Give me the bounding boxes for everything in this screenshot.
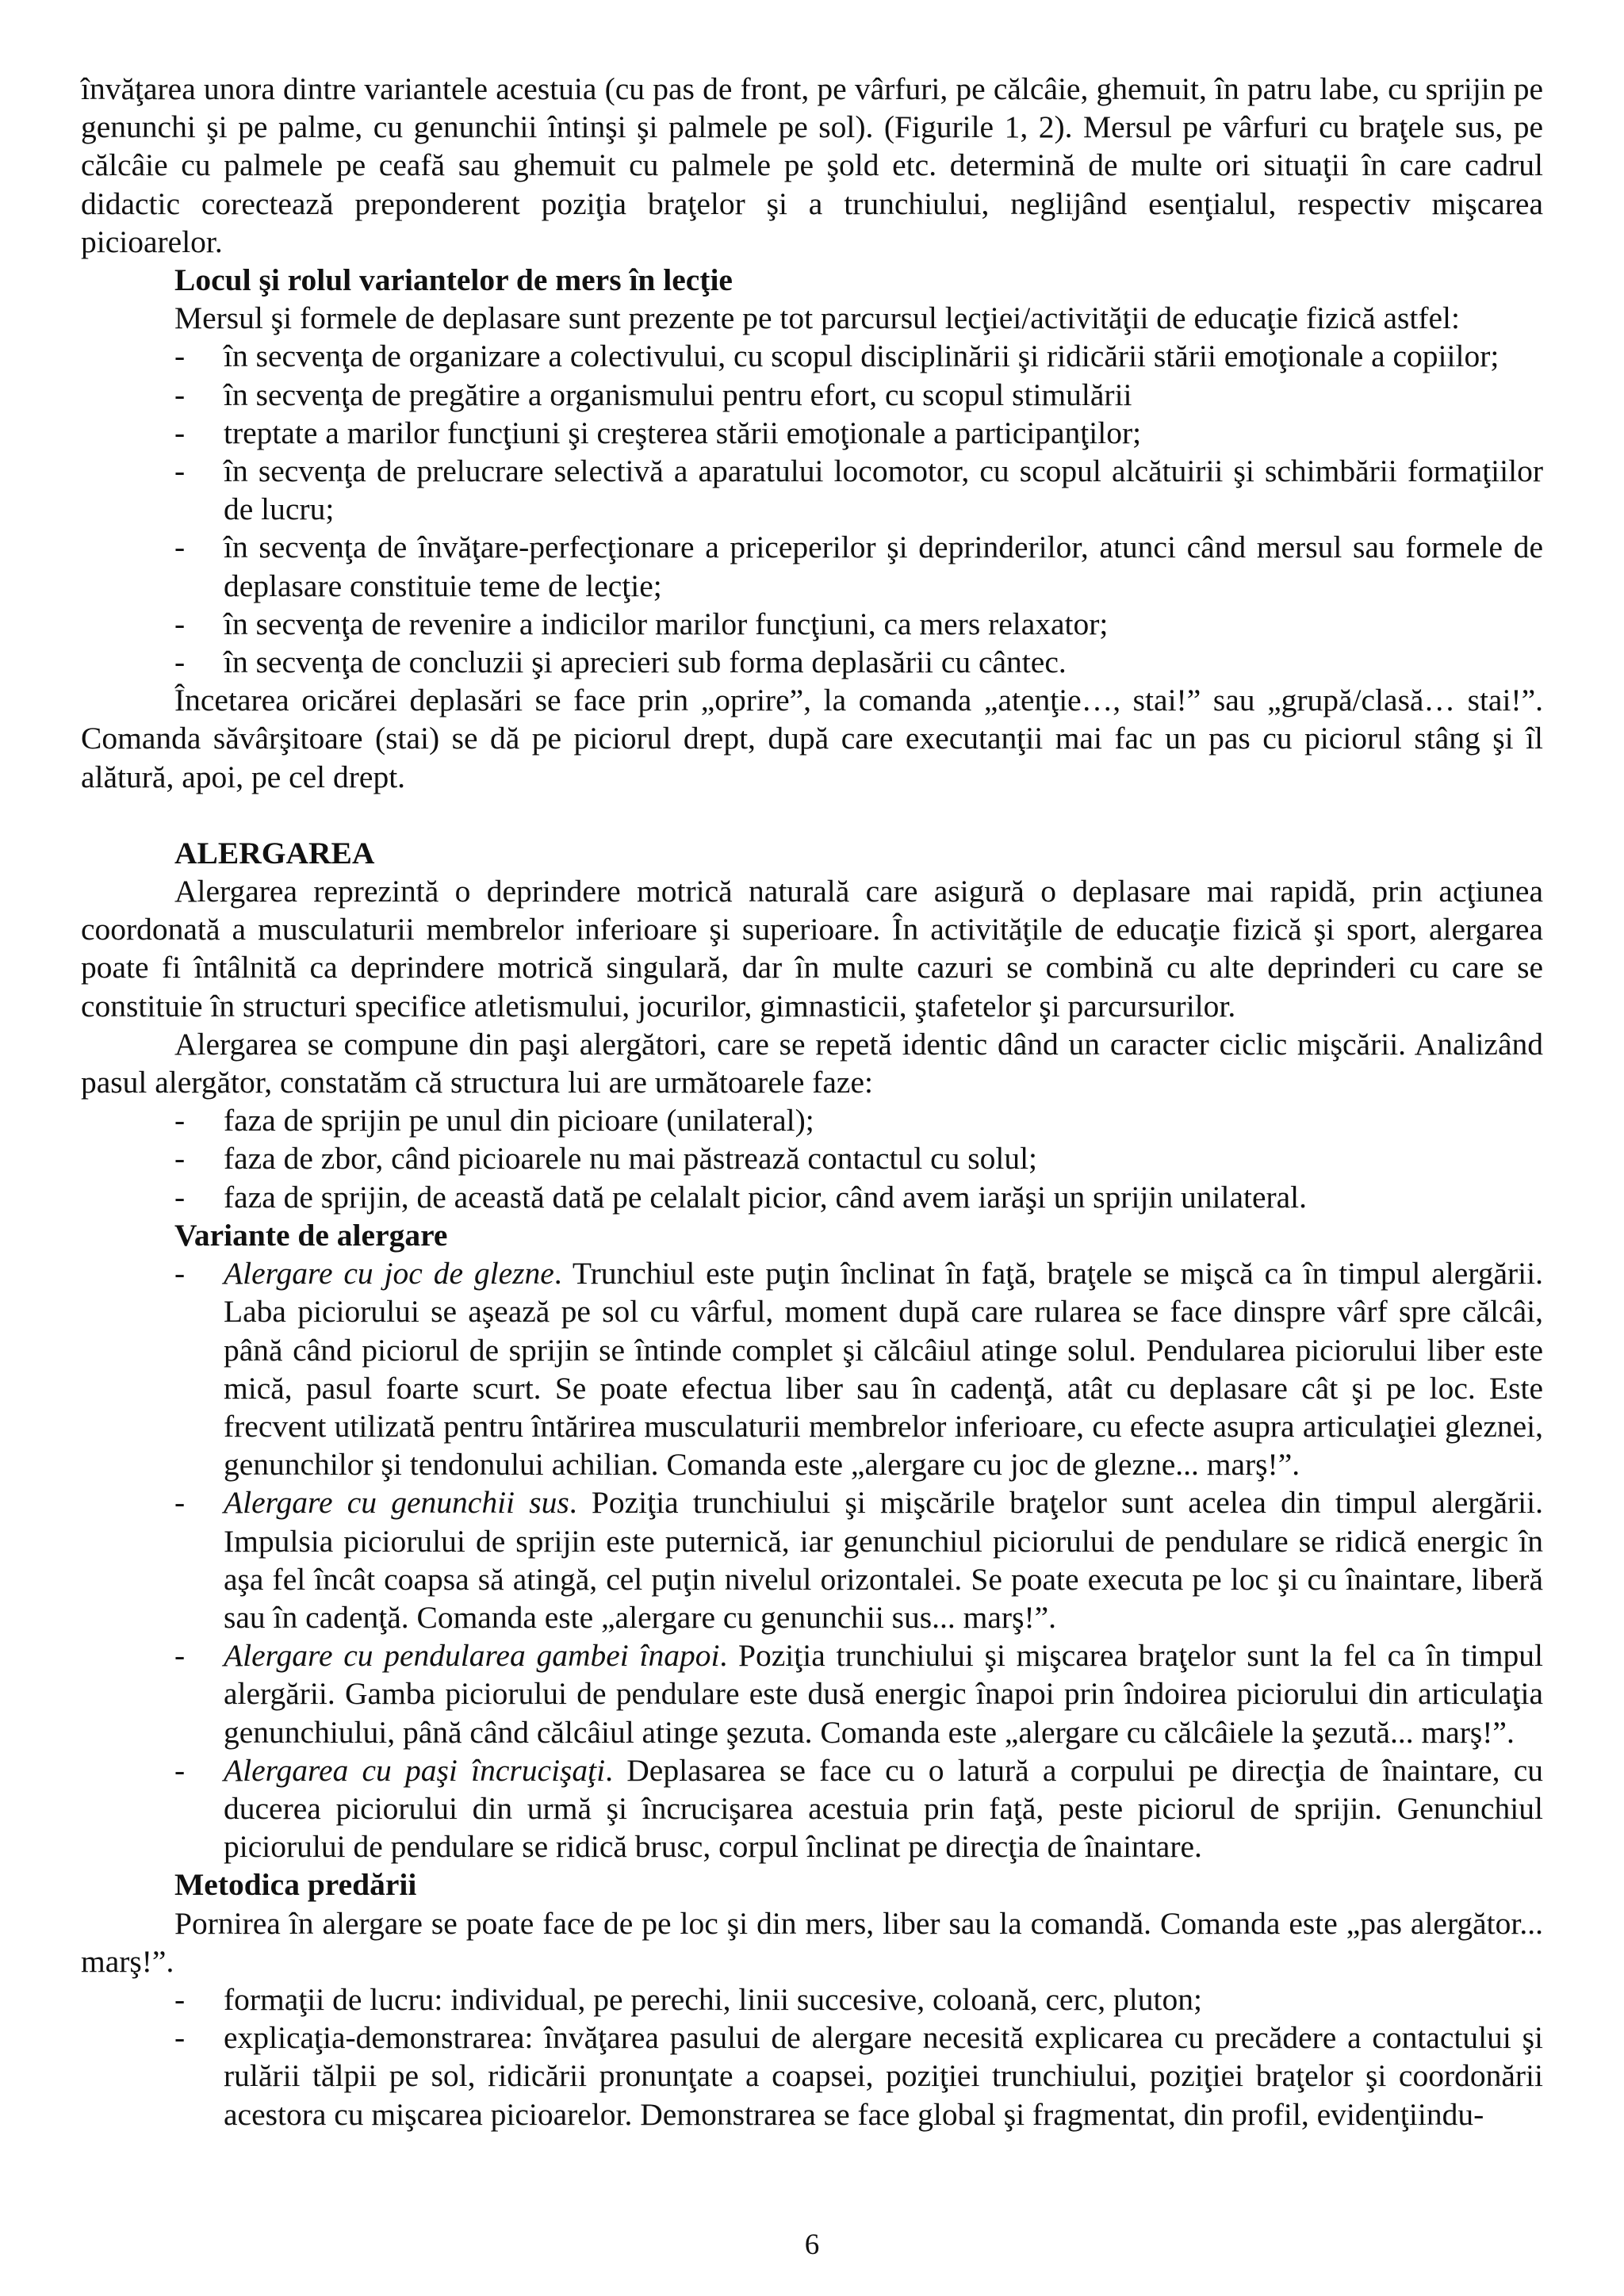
list-item: - în secvenţa de concluzii şi aprecieri sub forma deplasării cu cântec. — [81, 643, 1543, 681]
section-spacer — [81, 796, 1543, 834]
list-dash: - — [174, 1103, 186, 1138]
variant-name: Alergare cu joc de glezne — [224, 1256, 554, 1292]
section-heading-metodica: Metodica predării — [174, 1867, 417, 1903]
list-item: - faza de sprijin pe unul din picioare (unilateral); — [81, 1101, 1543, 1139]
list-dash: - — [174, 530, 186, 565]
list-dash: - — [174, 645, 186, 680]
list-dash: - — [174, 606, 186, 641]
variant-list — [81, 1254, 1543, 1866]
variant-description: . Poziţia trunchiului şi mişcările braţelor sunt acelea din timpul alergării. Impulsia piciorului de sprijin este puternică, iar genunchiul piciorului de pendulare se ridică energic în aşa fel încât coapsa să atingă, cel puţin nivelul orizontalei. Se poate executa pe loc şi cu înaintare, liberă sau în cadenţă. Comanda este „alergare cu genunchii sus... marş!”. — [224, 1485, 1543, 1635]
list-dash: - — [174, 415, 186, 450]
list-dash: - — [174, 339, 186, 374]
list-dash: - — [174, 1256, 186, 1292]
list-dash: - — [174, 377, 186, 412]
intro-paragraph: învăţarea unora dintre variantele acestuia (cu pas de front, pe vârfuri, pe călcâie, ghemuit, în patru labe, cu sprijin pe genunchi şi pe palme, cu genunchii întinşi şi palmele pe sol). (Figurile 1, 2). Mersul pe vârfuri cu braţele sus, pe călcâie cu palmele pe ceafă sau ghemuit cu palmele pe şold etc. determină de multe ori situaţii în care cadrul didactic corectează preponderent poziţia braţelor şi a trunchiului, neglijând esenţialul, respectiv mişcarea picioarelor. — [81, 71, 1543, 259]
variant-description: . Poziţia trunchiului şi mişcarea braţelor sunt la fel ca în timpul alergării. Gamba piciorului de pendulare este dusă energic înapoi prin îndoirea piciorului din articulaţia genunchiului, până când călcâiul atinge şezuta. Comanda este „alergare cu călcâiele la şezută... marş!”. — [224, 1638, 1543, 1750]
phase-list — [81, 1101, 1543, 1216]
variant-description: . Trunchiul este puţin înclinat în faţă, braţele se mişcă ca în timpul alergării. Laba piciorului se aşează pe sol cu vârful, moment după care rularea se face dinspre vârf spre călcâi, până când piciorul de sprijin se întinde complet şi călcâiul atinge solul. Pendularea piciorului liber este mică, pasul foarte scurt. Se poate efectua liber sau în cadenţă, atât cu deplasare cât şi pe loc. Este frecvent utilizată pentru întărirea musculaturii membrelor inferioare, cu efecte asupra articulaţiei gleznei, genunchilor şi tendonului achilian. Comanda este „alergare cu joc de glezne... marş!”. — [224, 1256, 1543, 1483]
section-heading-variante: Variante de alergare — [174, 1217, 448, 1253]
list-dash: - — [174, 1141, 186, 1177]
alergarea-paragraph-2: Alergarea se compune din paşi alergători, care se repetă identic dând un caracter ciclic mişcării. Analizând pasul alergător, constatăm că structura lui are următoarele faze: — [81, 1026, 1543, 1100]
list-dash: - — [174, 1981, 186, 2017]
list-item: - în secvenţa de pregătire a organismului pentru efort, cu scopul stimulării — [81, 376, 1543, 414]
section-heading-rol-mers: Locul şi rolul variantelor de mers în lecţie — [174, 262, 733, 298]
list-dash: - — [174, 1179, 186, 1215]
list-item: - explicaţia-demonstrarea: învăţarea pasului de alergare necesită explicarea cu precădere a contactului şi rulării tălpii pe sol, ridicării pronunţate a coapsei, poziţiei trunchiului, poziţiei braţelor şi coordonării acestora cu mişcarea picioarelor. Demonstrarea se face global şi fragmentat, din profil, evidenţiindu- — [174, 2020, 1543, 2132]
alergarea-paragraph-1: Alergarea reprezintă o deprindere motrică naturală care asigură o deplasare mai rapidă, prin acţiunea coordonată a musculaturii membrelor inferioare şi superioare. În activităţile de educaţie fizică şi sport, alergarea poate fi întâlnită ca deprindere motrică singulară, dar în multe cazuri se combină cu alte deprinderi cu care se constituie în structuri specifice atletismului, jocurilor, gimnasticii, ştafetelor şi parcursurilor. — [81, 874, 1543, 1024]
list-item: - treptate a marilor funcţiuni şi creşterea stării emoţionale a participanţilor; — [81, 414, 1543, 452]
page-number: 6 — [804, 2229, 820, 2261]
list-item: - în secvenţa de organizare a colectivului, cu scopul disciplinării şi ridicării stării emoţionale a copiilor; — [81, 337, 1543, 375]
list-dash: - — [174, 1752, 186, 1788]
list-item: - în secvenţa de revenire a indicilor marilor funcţiuni, ca mers relaxator; — [81, 605, 1543, 643]
list-dash: - — [174, 453, 186, 489]
variant-name: Alergare cu pendularea gambei înapoi — [224, 1638, 720, 1674]
section-heading-alergarea: ALERGAREA — [174, 835, 375, 871]
list-item: - faza de sprijin, de această dată pe celalalt picior, când avem iarăşi un sprijin unilateral. — [81, 1178, 1543, 1216]
closing-paragraph: Încetarea oricărei deplasări se face prin „oprire”, la comanda „atenţie…, stai!” sau „grupă/clasă… stai!”. Comanda săvârşitoare (stai) se dă pe piciorul drept, după care executanţii mai fac un pas cu piciorul stâng şi îl alătură, apoi, pe cel drept. — [81, 683, 1543, 794]
variant-name: Alergarea cu paşi încrucişaţi — [224, 1752, 606, 1788]
list-dash: - — [174, 1638, 186, 1674]
list-item — [81, 1751, 1543, 1866]
method-list — [81, 1980, 1543, 2133]
metodica-paragraph: Pornirea în alergare se poate face de pe loc şi din mers, liber sau la comandă. Comanda este „pas alergător... marş!”. — [81, 1905, 1543, 1979]
variant-description: . Deplasarea se face cu o latură a corpului pe direcţia de înaintare, cu ducerea piciorului din urmă şi încrucişarea acestuia prin faţă, peste piciorul de sprijin. Genunchiul piciorului de pendulare se ridică brusc, corpul înclinat pe direcţia de înaintare. — [224, 1752, 1543, 1865]
list-item: - în secvenţa de prelucrare selectivă a aparatului locomotor, cu scopul alcătuirii şi schimbării formaţiilor de lucru; — [174, 453, 1543, 527]
list-item — [81, 1636, 1543, 1751]
variant-name: Alergare cu genunchii sus — [224, 1485, 569, 1521]
list-item: - formaţii de lucru: individual, pe perechi, linii succesive, coloană, cerc, pluton; — [81, 1980, 1543, 2019]
list-dash: - — [174, 2020, 186, 2056]
list-item — [81, 1254, 1543, 1483]
section-lead-paragraph: Mersul şi formele de deplasare sunt prezente pe tot parcursul lecţiei/activităţii de educaţie fizică astfel: — [174, 300, 1460, 336]
list-dash: - — [174, 1485, 186, 1521]
list-item — [81, 1483, 1543, 1636]
lesson-sequence-list — [81, 337, 1543, 681]
list-item: - faza de zbor, când picioarele nu mai păstrează contactul cu solul; — [81, 1139, 1543, 1177]
list-item: - în secvenţa de învăţare-perfecţionare a priceperilor şi deprinderilor, atunci când mersul sau formele de deplasare constituie teme de lecţie; — [174, 530, 1543, 603]
